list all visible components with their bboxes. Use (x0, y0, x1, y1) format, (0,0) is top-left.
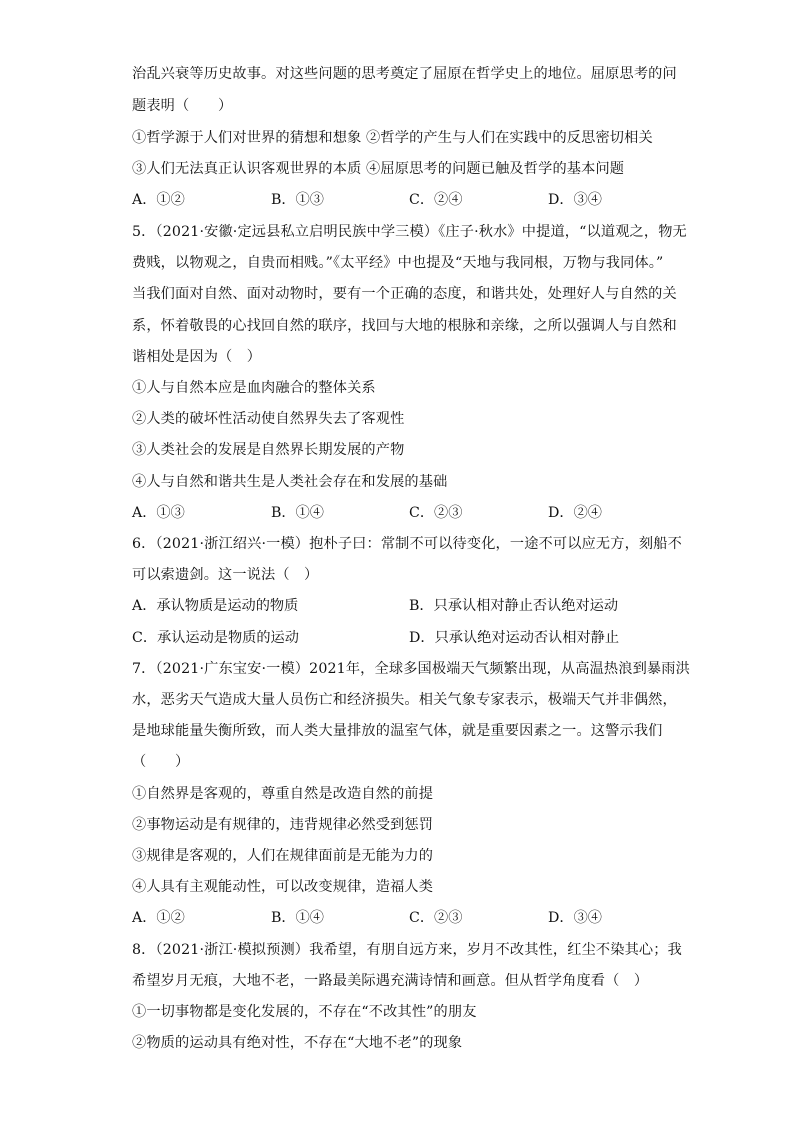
q5-stem-line-3: 当我们面对自然、面对动物时，要有一个正确的态度，和谐共处，处理好人与自然的关 (132, 286, 677, 302)
q6-stem-line-2: 可以索遗剑。这一说法（ ） (132, 567, 319, 583)
q6-option-c[interactable]: C．承认运动是物质的运动 (132, 630, 299, 646)
q4-option-b[interactable]: B．①③ (271, 192, 324, 208)
q7-stem-line-3: 是地球能量失衡所致，而人类大量排放的温室气体，就是重要因素之一。这警示我们 (132, 723, 663, 739)
q7-option-d[interactable]: D．③④ (548, 910, 602, 926)
q6-option-b[interactable]: B．只承认相对静止否认绝对运动 (409, 598, 619, 614)
q7-statement-2: ②事物运动是有规律的，违背规律必然受到惩罚 (132, 817, 434, 833)
q6-option-d[interactable]: D．只承认绝对运动否认相对静止 (409, 630, 620, 646)
q5-statement-4: ④人与自然和谐共生是人类社会存在和发展的基础 (132, 474, 448, 490)
q4-option-d[interactable]: D．③④ (548, 192, 602, 208)
q6-option-a[interactable]: A．承认物质是运动的物质 (132, 598, 299, 614)
q8-statement-2: ②物质的运动具有绝对性，不存在“大地不老”的现象 (132, 1035, 463, 1051)
q5-statement-2: ②人类的破坏性活动使自然界失去了客观性 (132, 411, 405, 427)
q5-stem-line-1: 5．（2021·安徽·定远县私立启明民族中学三模）《庄子·秋水》中提道，“以道观之，物无 (132, 224, 687, 240)
q4-option-a[interactable]: A．①② (132, 192, 185, 208)
q5-option-b[interactable]: B．①④ (271, 505, 324, 521)
q7-option-b[interactable]: B．①④ (271, 910, 324, 926)
q5-stem-line-2: 费贱，以物观之，自贵而相贱。”《太平经》中也提及“天地与我同根，万物与我同体。” (132, 255, 664, 271)
q7-option-c[interactable]: C．②③ (409, 910, 463, 926)
q5-statement-3: ③人类社会的发展是自然界长期发展的产物 (132, 442, 405, 458)
q5-stem-line-4: 系，怀着敬畏的心找回自然的联序，找回与大地的根脉和亲缘，之所以强调人与自然和 (132, 318, 677, 334)
q7-option-a[interactable]: A．①② (132, 910, 185, 926)
q7-stem-line-1: 7．（2021·广东宝安·一模）2021年，全球多国极端天气频繁出现，从高温热浪到暴雨洪 (132, 661, 690, 677)
q6-stem-line-1: 6．（2021·浙江绍兴·一模）抱朴子曰：常制不可以待变化，一途不可以应无方，刻船不 (132, 536, 682, 552)
q7-statement-4: ④人具有主观能动性，可以改变规律，造福人类 (132, 879, 434, 895)
q8-stem-line-2: 希望岁月无痕，大地不老，一路最美际遇充满诗情和画意。但从哲学角度看（ ） (132, 973, 649, 989)
q4-stem-line-1: 治乱兴衰等历史故事。对这些问题的思考奠定了屈原在哲学史上的地位。屈原思考的问 (132, 66, 677, 82)
q4-option-c[interactable]: C．②④ (409, 192, 463, 208)
q5-option-a[interactable]: A．①③ (132, 505, 185, 521)
q5-option-c[interactable]: C．②③ (409, 505, 463, 521)
q4-stem-line-2: 题表明（ ） (132, 98, 233, 114)
q5-statement-1: ①人与自然本应是血肉融合的整体关系 (132, 380, 376, 396)
q8-stem-line-1: 8．（2021·浙江·模拟预测）我希望，有朋自远方来，岁月不改其性，红尘不染其心；我 (132, 942, 682, 958)
q7-stem-line-2: 水，恶劣天气造成大量人员伤亡和经济损失。相关气象专家表示，极端天气并非偶然， (132, 692, 677, 708)
q7-statement-3: ③规律是客观的，人们在规律面前是无能为力的 (132, 848, 434, 864)
q5-stem-line-5: 谐相处是因为（ ） (132, 349, 262, 365)
q7-statement-1: ①自然界是客观的，尊重自然是改造自然的前提 (132, 786, 434, 802)
q4-statement-line-2: ③人们无法真正认识客观世界的本质 ④屈原思考的问题已触及哲学的基本问题 (132, 161, 625, 177)
q5-option-d[interactable]: D．②④ (548, 505, 602, 521)
q8-statement-1: ①一切事物都是变化发展的，不存在“不改其性”的朋友 (132, 1004, 477, 1020)
q7-stem-line-4: （ ） (132, 754, 190, 770)
q4-statement-line-1: ①哲学源于人们对世界的猜想和想象 ②哲学的产生与人们在实践中的反思密切相关 (132, 130, 653, 146)
